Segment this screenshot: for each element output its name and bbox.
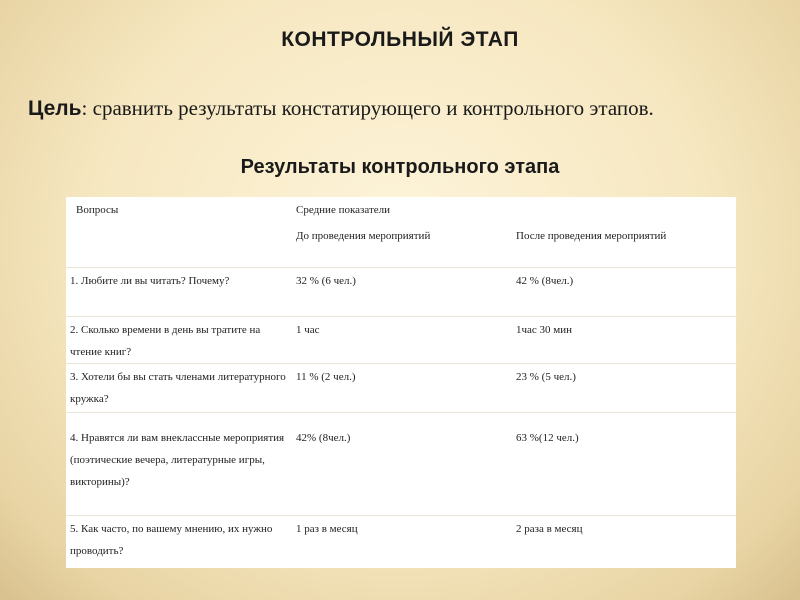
header-before: До проведения мероприятий	[296, 230, 431, 242]
before-value: 1 час	[296, 324, 320, 336]
before-value: 32 % (6 чел.)	[296, 275, 356, 287]
question-cell: 2. Сколько времени в день вы тратите на чтение книг?	[70, 324, 261, 358]
question-cell: 5. Как часто, по вашему мнению, их нужно проводить?	[70, 523, 273, 557]
before-value: 11 % (2 чел.)	[296, 371, 356, 383]
goal-label: Цель	[28, 97, 82, 120]
header-averages-cell	[292, 197, 736, 223]
after-value: 2 раза в месяц	[516, 523, 583, 535]
table-row	[66, 268, 736, 317]
table-header-row	[66, 197, 736, 223]
after-value: 42 % (8чел.)	[516, 275, 574, 287]
goal-text: сравнить результаты констатирующего и контрольного этапов.	[87, 96, 654, 120]
goal-colon: :	[81, 96, 88, 120]
before-value: 42% (8чел.)	[296, 432, 351, 444]
after-value: 23 % (5 чел.)	[516, 371, 576, 383]
question-cell: 4. Нравятся ли вам внеклассные мероприятия (поэтические вечера, литературные игры, викторины)?	[70, 432, 285, 488]
header-after: После проведения мероприятий	[516, 230, 667, 242]
table-row	[66, 413, 736, 516]
after-value: 1час 30 мин	[516, 324, 573, 336]
header-before-cell	[292, 223, 512, 268]
after-value: 63 %(12 чел.)	[516, 432, 579, 444]
results-table	[66, 197, 736, 568]
question-cell: 3. Хотели бы вы стать членами литературного кружка?	[70, 371, 286, 405]
slide-title: КОНТРОЛЬНЫЙ ЭТАП	[281, 28, 519, 51]
goal-paragraph	[28, 92, 754, 125]
table-row	[66, 364, 736, 413]
before-value: 1 раз в месяц	[296, 523, 358, 535]
table-row	[66, 317, 736, 364]
header-questions: Вопросы	[76, 204, 119, 216]
question-cell: 1. Любите ли вы читать? Почему?	[70, 275, 230, 287]
header-averages: Средние показатели	[296, 204, 391, 216]
header-after-cell	[512, 223, 736, 268]
table-caption: Результаты контрольного этапа	[240, 156, 560, 178]
table-row	[66, 516, 736, 569]
header-questions-cell	[66, 197, 292, 268]
